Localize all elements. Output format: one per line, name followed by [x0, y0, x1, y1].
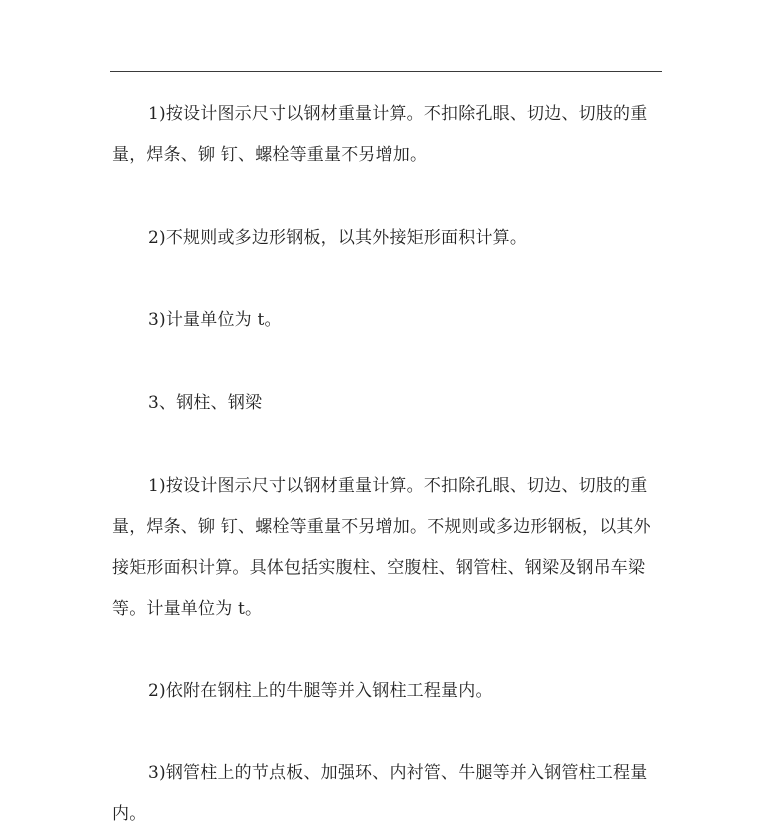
- section-heading: 3、钢柱、钢梁: [148, 393, 263, 413]
- paragraph-6: 2)依附在钢柱上的牛腿等并入钢柱工程量内。: [148, 681, 493, 701]
- paragraph-7: 3)钢管柱上的节点板、加强环、内衬管、牛腿等并入钢管柱工程量内。: [112, 763, 648, 824]
- paragraph-3: 3)计量单位为 t。: [148, 310, 282, 330]
- paragraph-5: 1)按设计图示尺寸以钢材重量计算。不扣除孔眼、切边、切肢的重量，焊条、铆 钉、螺栓等重量不另增加。不规则或多边形钢板，以其外接矩形面积计算。具体包括实腹柱、空腹柱、钢管柱、钢梁及钢吊车梁等。计量单位为 t。: [112, 476, 651, 619]
- paragraph-2: 2)不规则或多边形钢板，以其外接矩形面积计算。: [148, 228, 528, 248]
- paragraph-1: 1)按设计图示尺寸以钢材重量计算。不扣除孔眼、切边、切肢的重量，焊条、铆 钉、螺栓等重量不另增加。: [112, 104, 648, 165]
- header-divider: [110, 71, 662, 72]
